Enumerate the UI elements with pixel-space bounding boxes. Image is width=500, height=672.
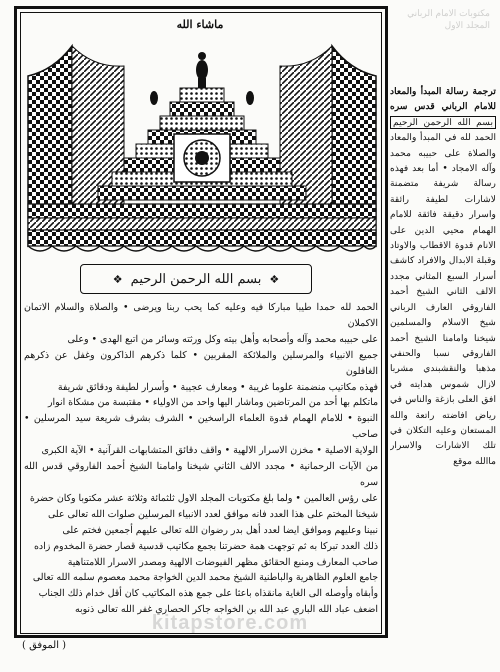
text-line: جامع العلوم الظاهرية والباطنية الشيخ محمد الدين الخواجة محمد معصوم سلمه الله تعالى <box>32 572 378 584</box>
masha-allah-heading: ماشاء الله <box>176 18 224 31</box>
ornament-svg <box>24 36 380 256</box>
text-line: الحمد لله حمدا طيبا مباركا فيه وعليه كما يحب ربنا ويرضى • والصلاة والسلام الاتمان الاكملان <box>24 302 378 329</box>
text-line: ماتكلم بها أحد من المرتاضين وماشار اليها واحد من الاولياء • مقتبسة من مشكاة انوار <box>47 397 378 409</box>
bleed-through-text: مكتوبات الامام الرباني المجلد الاول <box>407 9 490 31</box>
bismillah-text: بسم الله الرحمن الرحيم <box>130 271 262 287</box>
text-line: فهذه مكاتيب منضمنة علوما غريبة • ومعارف عجيبة • وأسرار لطيفة ودقائق شريفة <box>57 381 378 393</box>
text-line: على حبيبه محمد وآله وأصحابه وأهل بيته وكل ورثته وسائر من اتبع الهدى • وعلى <box>67 333 378 345</box>
text-line: من الآيات الرحمانية • مجدد الالف الثاني شيخنا وامامنا الشيخ أحمد الفاروقي قدس الله سره <box>24 461 378 488</box>
text-line: صاحب المعارف ومنبع الحقائق مظهر الفيوضات الالهية ومصدر الاسرار اللامتناهية <box>67 556 378 568</box>
bismillah-cartouche <box>80 264 312 294</box>
text-line: ذلك العدد تبركا به ثم توجهت همة حضرتنا بجمع مكاتيب قدسية قصار حضرة المخدوم زاده <box>34 540 378 552</box>
main-text-block <box>24 300 378 618</box>
text-line: على رؤس العالمين • ولما بلغ مكتوبات المجلد الاول ثلثمائة وثلاثة عشر مكتوبا وكان حضرة <box>29 492 378 504</box>
side-heading: ترجمة رسالة المبدأ والمعاد للامام الرباني قدس سره <box>390 86 496 113</box>
side-column <box>390 84 496 634</box>
text-line: وأبقاه وأوصله الى الغاية مانقذاه باعثا على جمع هذه المكاتيب كان أقل خدام ذلك الجناب <box>38 588 378 600</box>
text-line: نبينا وعليهم وموافق ايضا لعدد أهل بدر رضوان الله تعالى عليهم أجمعين فختم على <box>62 524 378 536</box>
text-line: الولاية الاصلية • مخزن الاسرار الالهية • واقف دقائق المتشابهات القرآنية • الآية الكبرى <box>41 445 378 457</box>
text-line: النبوة • للامام الهمام قدوة العلماء الراسخين • الشرف بشرف شريعة سيد المرسلين • صاحب <box>24 413 378 441</box>
text-line: اضعف عباد الله الباري عبد الله بن الخواجه جاكر الحصاري غفر الله تعالى ذنوبه <box>74 604 378 616</box>
header-ornament <box>24 36 380 256</box>
text-line: جميع الانبياء والمرسلين والملائكة المقربين • كلما ذكرهم الذاكرون وغفل عن ذكرهم الغافلون <box>24 349 378 377</box>
side-text: الحمد لله في المبدأ والمعاد والصلاة على حبيبه محمد وآله الامجاد • أما بعد فهذه رسالة شريفة متضمنة لاشارات لطيفة رائقة واسرار دقيقة فائقة للامام الهمام محيي الدين على الانام قدوة الاقطاب والاوتاد وقبلة الابدال والافراد كاشف أسرار السبع المثاني مجدد الالف الثاني الشيخ أحمد الفاروقي العارف الرباني شيخ الاسلام والمسلمين شيخنا وامامنا الشيخ أحمد الفاروقي نسبا والحنفي مذهبا والنقشبندي مشربا لازال شموس هدايته في افق العلى بازغة والناس في رياض افاضته راتعة والله المستعان وعليه التكلان في تلك الاشارات والاسرار ماالله موقع <box>390 132 496 467</box>
watermark: kitapstore.com <box>151 612 309 634</box>
side-bismillah-box: بسم الله الرحمن الرحيم <box>390 116 496 129</box>
cartouche-ornament-icon: ❖ <box>112 272 123 286</box>
cartouche-ornament-icon: ❖ <box>269 272 280 286</box>
footer-catchword: ( الموفق ) <box>22 640 67 651</box>
text-line: شيخنا المختم على هذا العدد فانه موافق لعدد الانبياء المرسلين صلوات الله تعالى على <box>47 508 378 520</box>
